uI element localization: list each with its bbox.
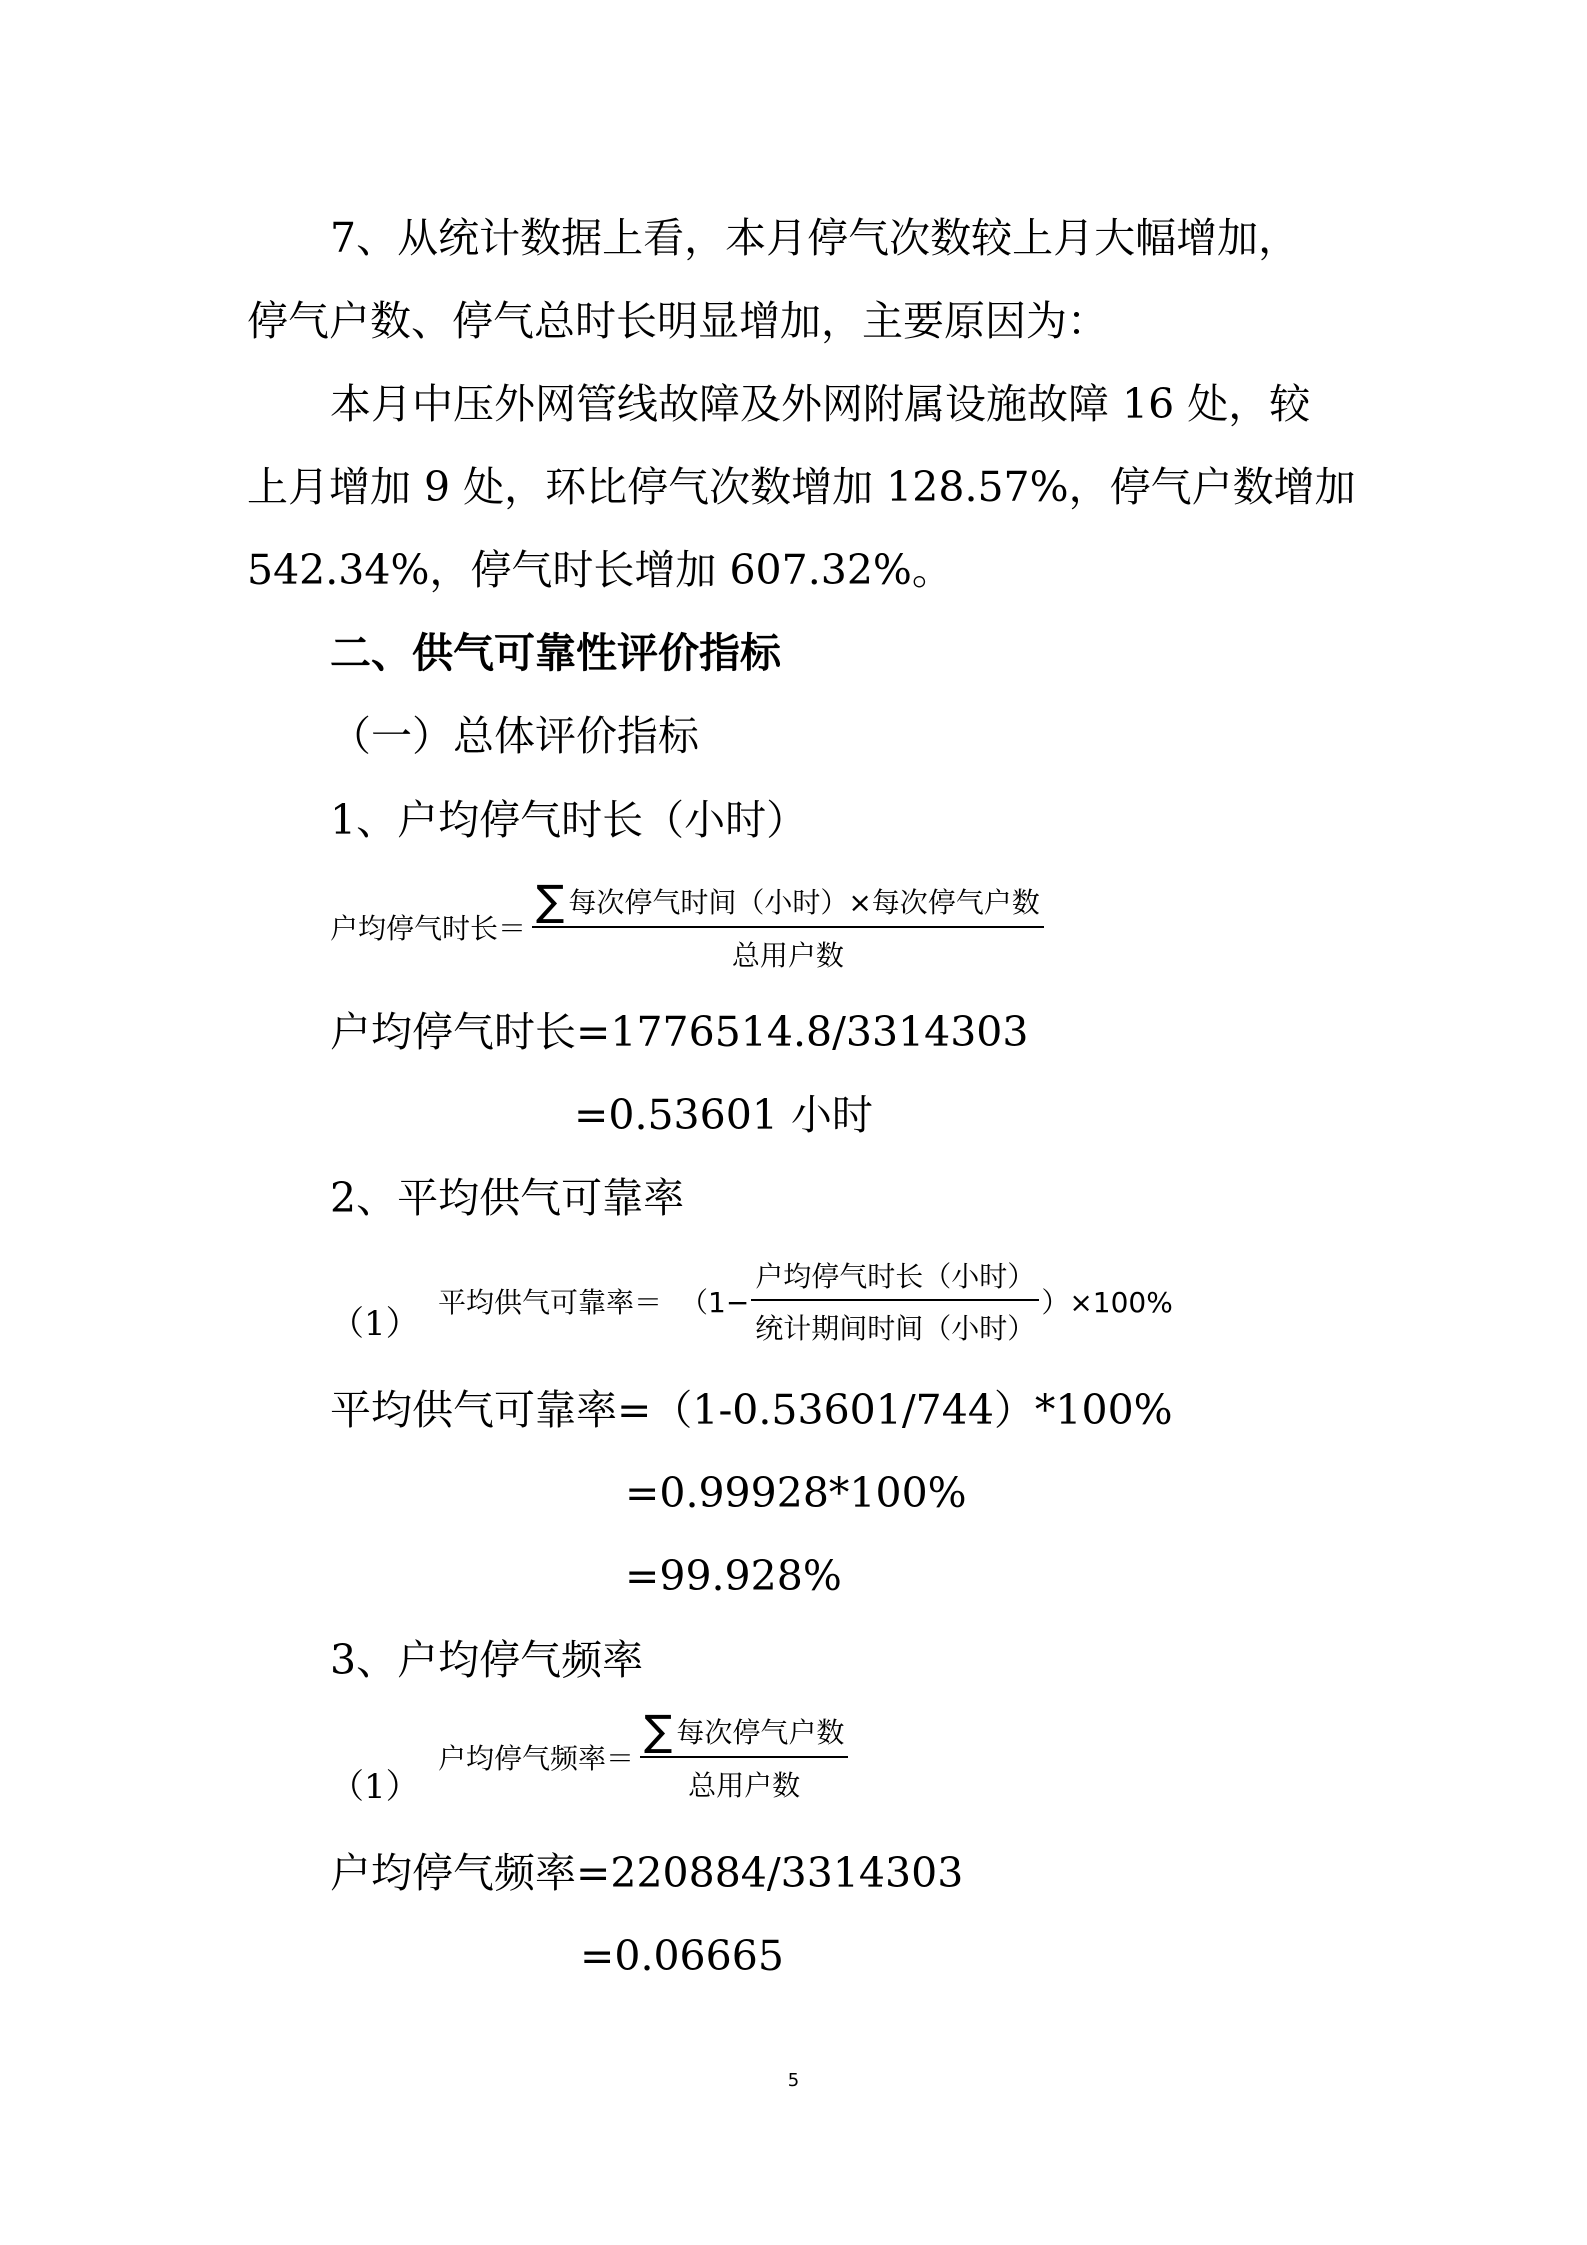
formula-lhs: 平均供气可靠率＝ [438,1286,663,1319]
item-2-heading: 2、平均供气可靠率 [330,1174,685,1222]
paragraph-7-line-1: 7、从统计数据上看，本月停气次数较上月大幅增加， [330,214,1300,262]
item-2-calc-line-3: =99.928% [625,1552,842,1600]
item-2-calc-line-1: 平均供气可靠率=（1-0.53601/744）*100% [330,1386,1173,1434]
formula-numerator [640,1706,848,1758]
formula-fraction [532,876,1044,974]
item-3-heading: 3、户均停气频率 [330,1636,644,1684]
item-1-heading: 1、户均停气时长（小时） [330,796,808,844]
formula-avg-outage-duration [330,876,1050,974]
formula-open: （1− [680,1286,750,1319]
formula-denominator: 统计期间时间（小时） [755,1312,1036,1345]
reason-line-2: 上月增加 9 处，环比停气次数增加 128.57%，停气户数增加 [247,463,1356,511]
sigma-symbol: ∑ [644,1706,673,1755]
formula-fraction [751,1255,1039,1347]
reason-line-1: 本月中压外网管线故障及外网附属设施故障 16 处，较 [330,380,1311,428]
item-1-calc-line-2: =0.53601 小时 [574,1091,873,1139]
section-heading: 二、供气可靠性评价指标 [330,629,781,677]
page-number: 5 [787,2070,800,2091]
item-3-formula-label: （1） [330,1767,420,1807]
formula-avg-outage-frequency [438,1706,854,1804]
numerator-text: 每次停气时间（小时）×每次停气户数 [568,886,1040,919]
subsection-heading: （一）总体评价指标 [330,712,699,760]
formula-close: ）×100% [1041,1286,1173,1319]
formula-avg-supply-reliability [438,1255,1173,1347]
formula-denominator: 总用户数 [731,939,844,972]
formula-lhs: 户均停气频率＝ [438,1742,635,1775]
reason-line-3: 542.34%，停气时长增加 607.32%。 [247,546,953,594]
formula-lhs: 户均停气时长＝ [330,912,527,945]
formula-numerator [532,876,1044,928]
formula-numerator: 户均停气时长（小时） [751,1255,1039,1301]
item-1-calc-line-1: 户均停气时长=1776514.8/3314303 [330,1008,1029,1056]
numerator-text: 每次停气户数 [676,1716,845,1749]
item-2-calc-line-2: =0.99928*100% [625,1469,967,1517]
paragraph-7-line-2: 停气户数、停气总时长明显增加，主要原因为： [247,297,1108,345]
sigma-symbol: ∑ [536,876,565,925]
item-2-formula-label: （1） [330,1304,420,1344]
formula-fraction [640,1706,848,1804]
formula-denominator: 总用户数 [688,1769,801,1802]
item-3-calc-line-1: 户均停气频率=220884/3314303 [330,1849,964,1897]
item-3-calc-line-2: =0.06665 [580,1932,784,1980]
